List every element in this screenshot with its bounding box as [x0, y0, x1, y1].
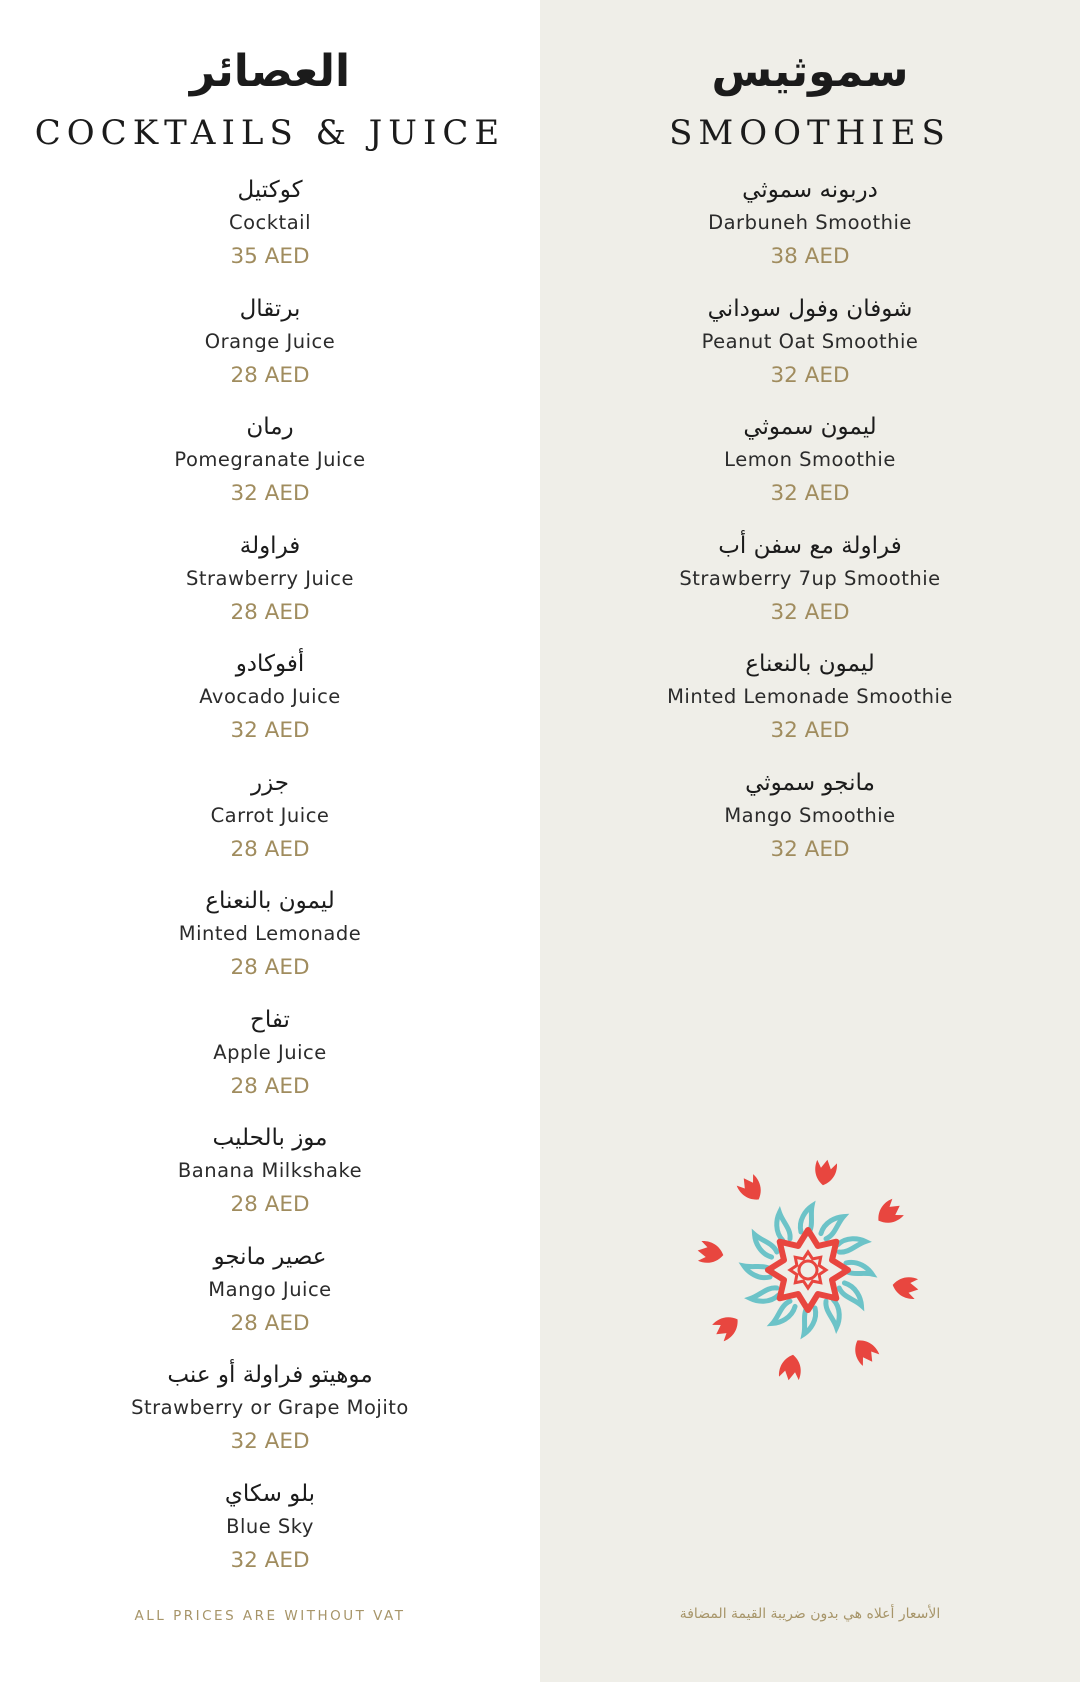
teal-leaf-icon	[823, 1297, 847, 1327]
menu-item	[0, 765, 540, 884]
teal-leaf-icon	[837, 1281, 867, 1305]
item-name-arabic: موز بالحليب	[212, 1125, 328, 1151]
item-name: Cocktail	[229, 211, 311, 234]
tulip-petal-icon	[710, 1311, 744, 1343]
teal-leaf-icon	[835, 1231, 865, 1255]
menu-item	[0, 883, 540, 1002]
menu-item	[0, 528, 540, 647]
smoothies-list	[540, 172, 1080, 883]
vat-note-arabic: الأسعار أعلاه هي بدون ضريبة القيمة المضافة	[679, 1606, 941, 1622]
item-name-arabic: جزر	[250, 769, 289, 796]
tulip-petal-icon	[891, 1274, 920, 1300]
item-name: Lemon Smoothie	[724, 448, 896, 471]
item-name-arabic: ليمون سموثي	[743, 414, 877, 440]
item-name-arabic: أفوكادو	[235, 651, 305, 677]
item-name: Strawberry or Grape Mojito	[131, 1396, 409, 1419]
tulip-petal-icon	[812, 1158, 838, 1187]
smoothies-title-arabic: سموثيس	[711, 46, 909, 97]
teal-leaf-icon	[751, 1285, 781, 1309]
menu-item	[540, 172, 1080, 291]
item-name: Carrot Juice	[210, 803, 330, 827]
item-price: 32 AED	[770, 836, 850, 862]
item-price: 32 AED	[770, 481, 850, 506]
menu-item	[0, 1120, 540, 1239]
item-name: Strawberry 7up Smoothie	[679, 566, 941, 590]
menu-item	[0, 409, 540, 528]
item-name-arabic: دربونه سموثي	[742, 177, 878, 203]
teal-leaf-icon	[819, 1211, 843, 1241]
cocktails-list	[0, 172, 540, 1594]
tulip-petal-icon	[872, 1197, 906, 1229]
item-name: Orange Juice	[204, 329, 336, 353]
item-name: Pomegranate Juice	[174, 448, 366, 471]
teal-leaf-icon	[769, 1213, 793, 1243]
smoothies-title: SMOOTHIES	[669, 113, 951, 153]
item-price: 32 AED	[770, 362, 850, 388]
item-price: 38 AED	[770, 244, 850, 269]
item-name-arabic: موهيتو فراولة أو عنب	[167, 1362, 373, 1388]
tulip-petal-icon	[778, 1353, 804, 1382]
menu-item	[540, 646, 1080, 765]
menu-item	[0, 1357, 540, 1476]
item-name-arabic: عصير مانجو	[213, 1243, 327, 1270]
item-name-arabic: ليمون بالنعناع	[745, 651, 875, 677]
menu-item	[540, 291, 1080, 410]
cocktails-title-arabic: العصائر	[189, 46, 351, 97]
item-name-arabic: مانجو سموثي	[745, 769, 875, 796]
menu-item	[0, 291, 540, 410]
item-name: Peanut Oat Smoothie	[701, 329, 919, 353]
item-name-arabic: كوكتيل	[237, 177, 303, 203]
item-name: Minted Lemonade	[178, 922, 362, 945]
item-price: 28 AED	[230, 1192, 310, 1217]
menu-item	[0, 646, 540, 765]
item-name-arabic: ليمون بالنعناع	[205, 888, 335, 914]
menu-item	[540, 528, 1080, 647]
center-star-icon	[790, 1252, 826, 1288]
tulip-petal-icon	[735, 1172, 767, 1206]
item-price: 32 AED	[770, 718, 850, 743]
item-name-arabic: تفاح	[250, 1006, 290, 1033]
menu-item	[540, 765, 1080, 884]
item-name: Darbuneh Smoothie	[708, 211, 912, 234]
item-price: 32 AED	[770, 599, 850, 625]
item-price: 28 AED	[230, 599, 310, 625]
teal-leaf-icon	[749, 1235, 779, 1259]
item-name-arabic: فراولة مع سفن أب	[718, 532, 902, 559]
tulip-petal-icon	[849, 1334, 881, 1368]
item-name-arabic: شوفان وفول سوداني	[707, 295, 913, 322]
vat-note: ALL PRICES ARE WITHOUT VAT	[134, 1608, 406, 1624]
teal-leaf-icon	[773, 1299, 797, 1329]
item-name: Banana Milkshake	[177, 1159, 363, 1182]
item-name: Mango Juice	[208, 1277, 332, 1301]
item-price: 32 AED	[230, 718, 310, 743]
item-name-arabic: فراولة	[239, 532, 301, 559]
item-name: Mango Smoothie	[724, 803, 896, 827]
item-price: 28 AED	[230, 836, 310, 862]
item-price: 28 AED	[230, 955, 310, 980]
item-price: 28 AED	[230, 1073, 310, 1099]
menu-item	[0, 1476, 540, 1595]
item-price: 35 AED	[230, 244, 310, 269]
item-price: 28 AED	[230, 362, 310, 388]
item-name: Avocado Juice	[199, 685, 341, 708]
item-price: 32 AED	[230, 481, 310, 506]
menu-item	[540, 409, 1080, 528]
star-outline-icon	[768, 1230, 848, 1310]
item-name: Minted Lemonade Smoothie	[667, 685, 953, 708]
item-name-arabic: بلو سكاي	[224, 1480, 316, 1507]
cocktails-title: COCKTAILS & JUICE	[34, 113, 506, 153]
menu-item	[0, 1002, 540, 1121]
item-price: 32 AED	[230, 1429, 310, 1454]
item-price: 28 AED	[230, 1310, 310, 1336]
item-name-arabic: برتقال	[239, 295, 301, 322]
item-name: Apple Juice	[213, 1040, 327, 1064]
menu-item	[0, 172, 540, 291]
floral-ornament-icon	[688, 1150, 928, 1390]
item-price: 32 AED	[230, 1547, 310, 1573]
item-name-arabic: رمان	[246, 414, 294, 440]
tulip-petal-icon	[696, 1240, 725, 1266]
smoothies-panel	[540, 0, 1080, 1682]
item-name: Blue Sky	[226, 1514, 314, 1538]
item-name: Strawberry Juice	[186, 566, 354, 590]
menu-item	[0, 1239, 540, 1358]
